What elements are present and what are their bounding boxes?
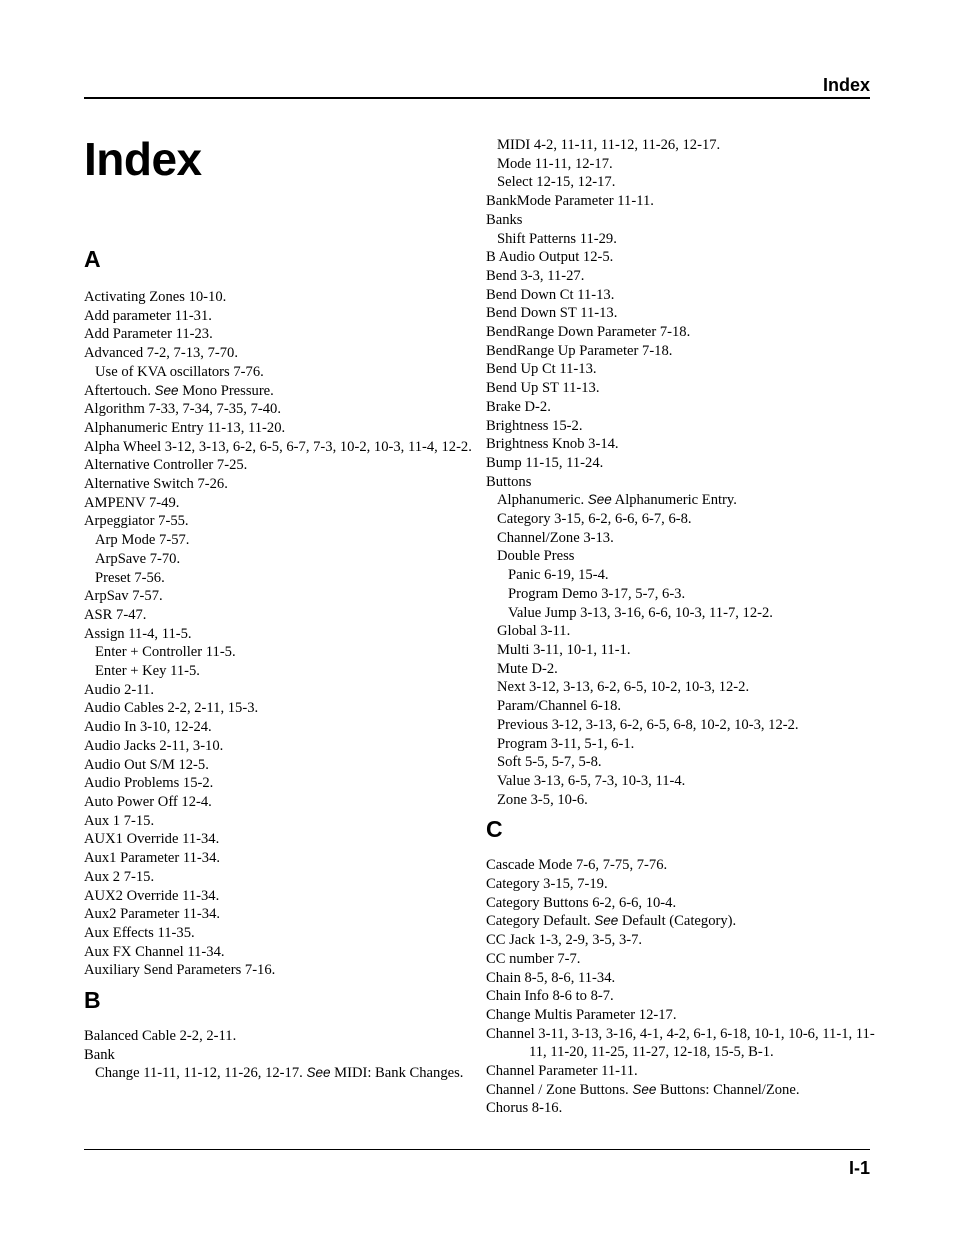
index-entry: Alternative Controller 7-25. — [84, 457, 248, 474]
index-subentry — [486, 491, 876, 510]
index-entry: Brake D-2. — [486, 398, 551, 415]
index-subentry: Double Press — [497, 548, 575, 565]
index-entry: Channel Parameter 11-11. — [486, 1063, 638, 1080]
index-entry: Alternative Switch 7-26. — [84, 476, 228, 493]
see-reference: See — [587, 492, 612, 508]
index-entry: Add parameter 11-31. — [84, 307, 212, 324]
index-entry: BankMode Parameter 11-11. — [486, 193, 654, 210]
index-entry: Chain Info 8-6 to 8-7. — [486, 988, 614, 1005]
index-entry — [486, 1081, 876, 1100]
index-entry: Aux 1 7-15. — [84, 812, 155, 829]
index-entry: Brightness 15-2. — [486, 417, 583, 434]
index-entry: Assign 11-4, 11-5. — [84, 625, 192, 642]
running-header: Index — [822, 75, 870, 95]
entry-text: Alphanumeric Entry. — [611, 492, 737, 509]
index-entry: ArpSav 7-57. — [84, 588, 163, 605]
index-entry: Audio In 3-10, 12-24. — [84, 719, 212, 736]
footer-rule — [84, 1149, 870, 1150]
index-entry: Bend Down Ct 11-13. — [486, 286, 615, 303]
index-subsubentry: Value Jump 3-13, 3-16, 6-6, 10-3, 11-7, 12-2. — [508, 604, 773, 621]
index-entry: Alpha Wheel 3-12, 3-13, 6-2, 6-5, 6-7, 7-3, 10-2, 10-3, 11-4, 12-2. — [84, 438, 472, 455]
entry-text: Change 11-11, 11-12, 11-26, 12-17. — [95, 1065, 307, 1082]
index-entry: CC number 7-7. — [486, 950, 581, 967]
entry-text: Alphanumeric. — [497, 492, 588, 509]
index-entry: Bump 11-15, 11-24. — [486, 454, 604, 471]
see-reference: See — [632, 1081, 657, 1097]
index-entry: Advanced 7-2, 7-13, 7-70. — [84, 345, 239, 362]
index-entry: Audio Problems 15-2. — [84, 775, 214, 792]
index-subentry: Zone 3-5, 10-6. — [497, 791, 588, 808]
entry-text: Category Default. — [486, 913, 595, 930]
entry-text: Buttons: Channel/Zone. — [656, 1081, 800, 1098]
index-entry: Chorus 8-16. — [486, 1100, 563, 1117]
page-title: Index — [84, 133, 202, 185]
index-subentry: Enter + Key 11-5. — [95, 663, 200, 680]
index-column-left — [84, 245, 474, 1083]
entry-text: Default (Category). — [618, 913, 737, 930]
index-subentry: Channel/Zone 3-13. — [497, 529, 614, 546]
section-heading-a: A — [84, 246, 101, 272]
index-subentry: Select 12-15, 12-17. — [497, 174, 616, 191]
index-subentry: Value 3-13, 6-5, 7-3, 10-3, 11-4. — [497, 772, 686, 789]
index-entry: Audio Out S/M 12-5. — [84, 756, 209, 773]
index-entry: Chain 8-5, 8-6, 11-34. — [486, 969, 616, 986]
index-subentry: Program 3-11, 5-1, 6-1. — [497, 735, 635, 752]
index-entry: Auxiliary Send Parameters 7-16. — [84, 962, 276, 979]
index-entry: AMPENV 7-49. — [84, 494, 180, 511]
index-entry — [84, 382, 474, 401]
index-subentry: MIDI 4-2, 11-11, 11-12, 11-26, 12-17. — [497, 137, 721, 153]
index-subentry: Param/Channel 6-18. — [497, 698, 622, 715]
index-subentry: Next 3-12, 3-13, 6-2, 6-5, 10-2, 10-3, 12-2. — [497, 679, 750, 696]
index-subentry: Previous 3-12, 3-13, 6-2, 6-5, 6-8, 10-2, 10-3, 12-2. — [497, 716, 799, 733]
section-heading-c: C — [486, 816, 503, 843]
index-subsubentry: Panic 6-19, 15-4. — [508, 567, 609, 584]
index-subentry: Mute D-2. — [497, 660, 558, 677]
index-entry: Change Multis Parameter 12-17. — [486, 1006, 677, 1023]
index-entry: ASR 7-47. — [84, 606, 147, 623]
index-entry: Bend 3-3, 11-27. — [486, 267, 585, 284]
index-entry — [486, 912, 876, 931]
index-entry: Bend Down ST 11-13. — [486, 305, 618, 322]
index-entry: Auto Power Off 12-4. — [84, 793, 212, 810]
index-entry: AUX1 Override 11-34. — [84, 831, 220, 848]
index-entry: AUX2 Override 11-34. — [84, 887, 220, 904]
index-subentry: Preset 7-56. — [95, 569, 165, 586]
index-entry: Alphanumeric Entry 11-13, 11-20. — [84, 419, 286, 436]
see-reference: See — [154, 382, 179, 398]
index-entry: BendRange Up Parameter 7-18. — [486, 342, 673, 359]
index-entry: Audio Jacks 2-11, 3-10. — [84, 737, 224, 754]
index-entry: BendRange Down Parameter 7-18. — [486, 324, 691, 341]
index-entry: Buttons — [486, 473, 532, 490]
index-entry: B Audio Output 12-5. — [486, 249, 614, 266]
see-reference: See — [306, 1065, 331, 1081]
index-subentry: Global 3-11. — [497, 623, 571, 640]
header-rule — [84, 97, 870, 99]
index-entry: Aux FX Channel 11-34. — [84, 943, 225, 960]
index-subentry: Shift Patterns 11-29. — [497, 230, 617, 247]
entry-text: Channel / Zone Buttons. — [486, 1081, 633, 1098]
index-subentry: Multi 3-11, 10-1, 11-1. — [497, 641, 631, 658]
index-entry: Bend Up Ct 11-13. — [486, 361, 597, 378]
index-entry: Activating Zones 10-10. — [84, 289, 227, 305]
index-entry: Balanced Cable 2-2, 2-11. — [84, 1028, 237, 1045]
index-entry: Bend Up ST 11-13. — [486, 380, 600, 397]
index-entry: CC Jack 1-3, 2-9, 3-5, 3-7. — [486, 932, 643, 949]
index-subentry: Soft 5-5, 5-7, 5-8. — [497, 754, 602, 771]
index-entry: Audio Cables 2-2, 2-11, 15-3. — [84, 700, 259, 717]
index-subentry: ArpSave 7-70. — [95, 550, 181, 567]
index-entry: Audio 2-11. — [84, 681, 154, 698]
index-entry: Aux 2 7-15. — [84, 868, 155, 885]
index-subentry: Use of KVA oscillators 7-76. — [95, 363, 264, 380]
index-entry: Channel 3-11, 3-13, 3-16, 4-1, 4-2, 6-1, 6-18, 10-1, 10-6, 11-1, 11-11, 11-20, 11-25, 11-27, 12-18, 15-5, B-1. — [486, 1025, 875, 1061]
index-entry: Category Buttons 6-2, 6-6, 10-4. — [486, 894, 677, 911]
index-entry: Arpeggiator 7-55. — [84, 513, 189, 530]
index-subentry — [84, 1064, 474, 1083]
index-column-right — [486, 136, 876, 1118]
index-subsubentry: Program Demo 3-17, 5-7, 6-3. — [508, 585, 686, 602]
index-entry: Add Parameter 11-23. — [84, 326, 213, 343]
index-entry: Bank — [84, 1046, 115, 1063]
index-subentry: Mode 11-11, 12-17. — [497, 155, 613, 172]
index-subentry: Arp Mode 7-57. — [95, 532, 190, 549]
index-entry: Aux1 Parameter 11-34. — [84, 850, 221, 867]
index-subentry: Category 3-15, 6-2, 6-6, 6-7, 6-8. — [497, 511, 692, 528]
entry-text: Aftertouch. — [84, 382, 155, 399]
index-entry: Brightness Knob 3-14. — [486, 436, 619, 453]
entry-text: MIDI: Bank Changes. — [330, 1065, 464, 1082]
index-entry: Aux2 Parameter 11-34. — [84, 906, 221, 923]
index-entry: Category 3-15, 7-19. — [486, 876, 608, 893]
index-entry: Banks — [486, 211, 523, 228]
index-entry: Algorithm 7-33, 7-34, 7-35, 7-40. — [84, 401, 281, 418]
page-number: I-1 — [848, 1158, 870, 1178]
see-reference: See — [594, 913, 619, 929]
index-subentry: Enter + Controller 11-5. — [95, 644, 236, 661]
index-entry: Cascade Mode 7-6, 7-75, 7-76. — [486, 857, 668, 874]
index-entry: Aux Effects 11-35. — [84, 924, 195, 941]
section-heading-b: B — [84, 987, 101, 1014]
entry-text: Mono Pressure. — [178, 382, 274, 399]
